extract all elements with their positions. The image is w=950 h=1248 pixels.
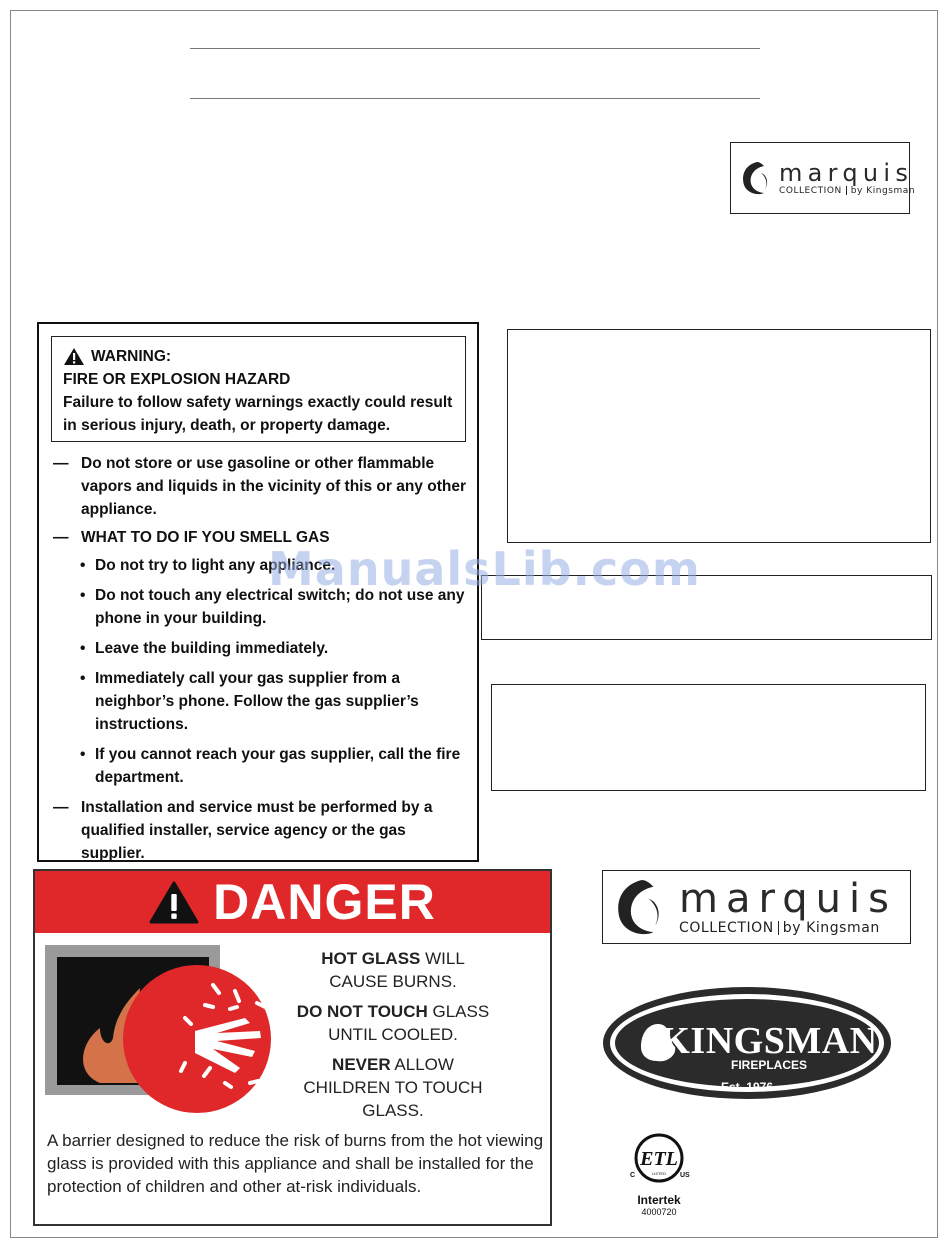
marquis-subtitle: COLLECTION by Kingsman [679, 920, 880, 936]
kingsman-est: Est. 1976 [720, 1080, 774, 1094]
etl-certification [624, 1131, 694, 1216]
danger-line-3: NEVER ALLOW CHILDREN TO TOUCH GLASS. [303, 1055, 483, 1120]
marquis-wordmark: marquis [679, 876, 897, 922]
marquis-wordmark: marquis [779, 159, 914, 187]
danger-triangle-icon [149, 881, 199, 924]
warning-title: WARNING: [91, 348, 172, 365]
svg-text:US: US [680, 1172, 690, 1179]
danger-messages [293, 947, 493, 1129]
svg-text:ETL: ETL [640, 1148, 678, 1170]
warning-triangle-icon [63, 347, 85, 366]
warning-bullet: • Immediately call your gas supplier from a neighbor’s phone. Follow the gas supplier’s instructions. [53, 667, 473, 736]
danger-title: DANGER [213, 874, 436, 930]
marquis-logo-large [602, 870, 911, 944]
cert-number: 4000720 [641, 1207, 677, 1217]
marquis-subtitle: COLLECTION by Kingsman [779, 186, 916, 196]
watermark: ManualsLib.com [268, 542, 701, 596]
svg-text:C: C [630, 1172, 636, 1179]
danger-line-2: DO NOT TOUCH GLASS UNTIL COOLED. [296, 1002, 490, 1044]
blank-box-3 [491, 684, 926, 791]
hot-glass-pictogram [45, 943, 285, 1113]
title-rule-bottom [190, 98, 760, 99]
warning-list [53, 452, 473, 870]
warning-item: — Installation and service must be performed by a qualified installer, service agency or the gas supplier. [53, 796, 473, 865]
warning-bullet: • Leave the building immediately. [53, 637, 473, 660]
danger-line-1: HOT GLASS WILL CAUSE BURNS. [321, 949, 465, 991]
danger-footer-text: A barrier designed to reduce the risk of burns from the hot viewing glass is provided with this appliance and shall be installed for the protection of children and other at-risk individuals. [47, 1131, 544, 1196]
kingsman-name: KINGSMAN [660, 1020, 878, 1062]
kingsman-logo [601, 985, 893, 1101]
marquis-logo-small [730, 142, 916, 214]
warning-header-box [51, 336, 466, 442]
title-rule-top [190, 48, 760, 49]
warning-bullet: • Do not touch any electrical switch; do not use any phone in your building. [53, 584, 473, 630]
etl-mark-icon [624, 1131, 694, 1189]
flame-swirl-icon [609, 875, 671, 939]
cert-lab: Intertek [637, 1193, 681, 1207]
warning-bullet: • If you cannot reach your gas supplier, call the fire department. [53, 743, 473, 789]
danger-header [35, 871, 550, 933]
blank-box-1 [507, 329, 931, 543]
warning-item: — Do not store or use gasoline or other flammable vapors and liquids in the vicinity of this or any other appliance. [53, 452, 473, 521]
warning-bullet: • Do not try to light any appliance. [53, 554, 473, 577]
flame-swirl-icon [739, 159, 773, 197]
warning-subtitle: FIRE OR EXPLOSION HAZARD [63, 371, 291, 388]
warning-item: — WHAT TO DO IF YOU SMELL GAS [53, 526, 473, 549]
svg-text:LISTED: LISTED [651, 1171, 667, 1176]
kingsman-tag: FIREPLACES [730, 1058, 808, 1072]
warning-text: Failure to follow safety warnings exactly could result in serious injury, death, or property damage. [63, 394, 453, 434]
danger-label [33, 869, 552, 1226]
